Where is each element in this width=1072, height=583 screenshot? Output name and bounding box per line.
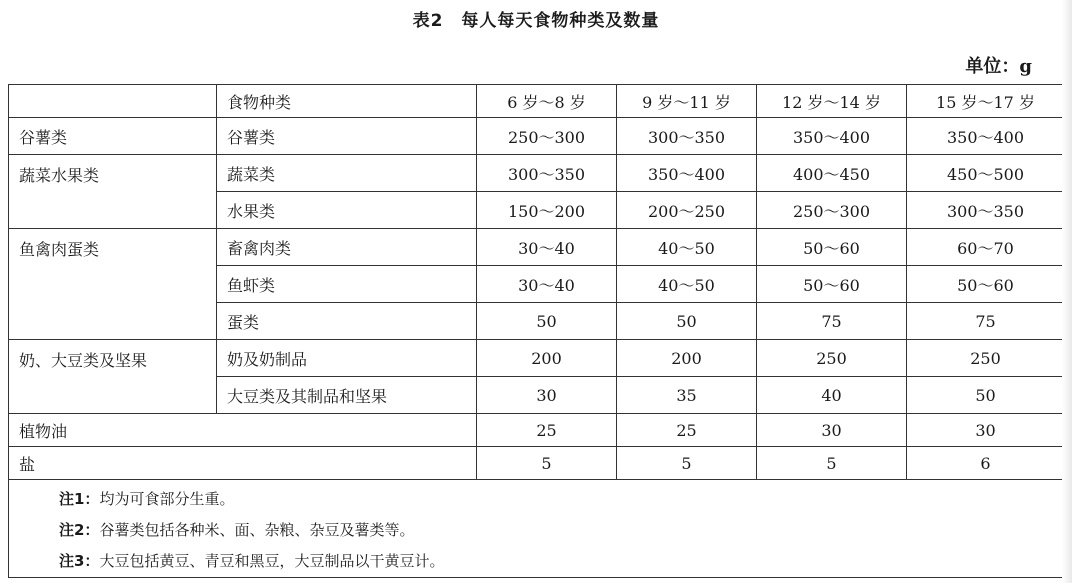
note-text: 谷薯类包括各种米、面、杂粮、杂豆及薯类等。 xyxy=(99,521,415,539)
value-cell: 350～400 xyxy=(617,155,757,192)
value-cell: 75 xyxy=(907,303,1065,340)
value-cell: 30 xyxy=(757,414,907,447)
note-label: 注2： xyxy=(59,521,100,539)
value-cell: 450～500 xyxy=(907,155,1065,192)
value-cell: 30 xyxy=(477,377,617,414)
value-cell: 350～400 xyxy=(907,118,1065,155)
value-cell: 40～50 xyxy=(617,229,757,266)
food-cell: 大豆类及其制品和坚果 xyxy=(217,377,477,414)
header-cell: 9 岁～11 岁 xyxy=(617,85,757,118)
value-cell: 50～60 xyxy=(757,266,907,303)
food-cell: 鱼虾类 xyxy=(217,266,477,303)
header-row xyxy=(9,85,1065,118)
table-row xyxy=(9,229,1065,266)
table-title: 表2 每人每天食物种类及数量 xyxy=(412,11,660,31)
food-cell: 畜禽肉类 xyxy=(217,229,477,266)
value-cell: 300～350 xyxy=(907,192,1065,229)
value-cell: 40～50 xyxy=(617,266,757,303)
value-cell: 5 xyxy=(757,447,907,480)
food-cell: 奶及奶制品 xyxy=(217,340,477,377)
value-cell: 250～300 xyxy=(757,192,907,229)
table-row xyxy=(9,155,1065,192)
table-row xyxy=(9,414,1065,447)
group-cell: 奶、大豆类及坚果 xyxy=(9,340,217,414)
value-cell: 5 xyxy=(617,447,757,480)
value-cell: 250 xyxy=(757,340,907,377)
value-cell: 40 xyxy=(757,377,907,414)
header-cell: 6 岁～8 岁 xyxy=(477,85,617,118)
unit-label: 单位：g xyxy=(965,56,1032,77)
value-cell: 25 xyxy=(617,414,757,447)
value-cell: 250～300 xyxy=(477,118,617,155)
food-quantity-table xyxy=(8,84,1065,480)
group-cell: 植物油 xyxy=(9,414,477,447)
food-cell: 水果类 xyxy=(217,192,477,229)
value-cell: 400～450 xyxy=(757,155,907,192)
header-cell xyxy=(9,85,217,118)
value-cell: 200～250 xyxy=(617,192,757,229)
food-cell: 蛋类 xyxy=(217,303,477,340)
note-line xyxy=(59,515,1063,546)
value-cell: 30～40 xyxy=(477,229,617,266)
value-cell: 5 xyxy=(477,447,617,480)
note-line xyxy=(59,484,1063,515)
value-cell: 30～40 xyxy=(477,266,617,303)
table-row xyxy=(9,447,1065,480)
group-cell: 盐 xyxy=(9,447,477,480)
header-cell: 食物种类 xyxy=(217,85,477,118)
value-cell: 300～350 xyxy=(477,155,617,192)
value-cell: 50 xyxy=(907,377,1065,414)
value-cell: 60～70 xyxy=(907,229,1065,266)
value-cell: 300～350 xyxy=(617,118,757,155)
food-cell: 蔬菜类 xyxy=(217,155,477,192)
value-cell: 50 xyxy=(617,303,757,340)
value-cell: 50～60 xyxy=(907,266,1065,303)
value-cell: 30 xyxy=(907,414,1065,447)
value-cell: 50～60 xyxy=(757,229,907,266)
value-cell: 350～400 xyxy=(757,118,907,155)
group-cell: 鱼禽肉蛋类 xyxy=(9,229,217,340)
table-row xyxy=(9,340,1065,377)
header-cell: 12 岁～14 岁 xyxy=(757,85,907,118)
note-line xyxy=(59,546,1063,577)
notes-box xyxy=(8,478,1064,578)
note-label: 注1： xyxy=(59,490,100,508)
food-cell: 谷薯类 xyxy=(217,118,477,155)
value-cell: 25 xyxy=(477,414,617,447)
table-row xyxy=(9,118,1065,155)
group-cell: 谷薯类 xyxy=(9,118,217,155)
group-cell: 蔬菜水果类 xyxy=(9,155,217,229)
value-cell: 200 xyxy=(617,340,757,377)
value-cell: 150～200 xyxy=(477,192,617,229)
value-cell: 50 xyxy=(477,303,617,340)
value-cell: 250 xyxy=(907,340,1065,377)
value-cell: 35 xyxy=(617,377,757,414)
value-cell: 200 xyxy=(477,340,617,377)
value-cell: 6 xyxy=(907,447,1065,480)
note-text: 均为可食部分生重。 xyxy=(99,490,235,508)
page-edge-shadow xyxy=(1062,0,1072,583)
value-cell: 75 xyxy=(757,303,907,340)
header-cell: 15 岁～17 岁 xyxy=(907,85,1065,118)
note-label: 注3： xyxy=(59,552,100,570)
note-text: 大豆包括黄豆、青豆和黑豆，大豆制品以干黄豆计。 xyxy=(99,552,445,570)
